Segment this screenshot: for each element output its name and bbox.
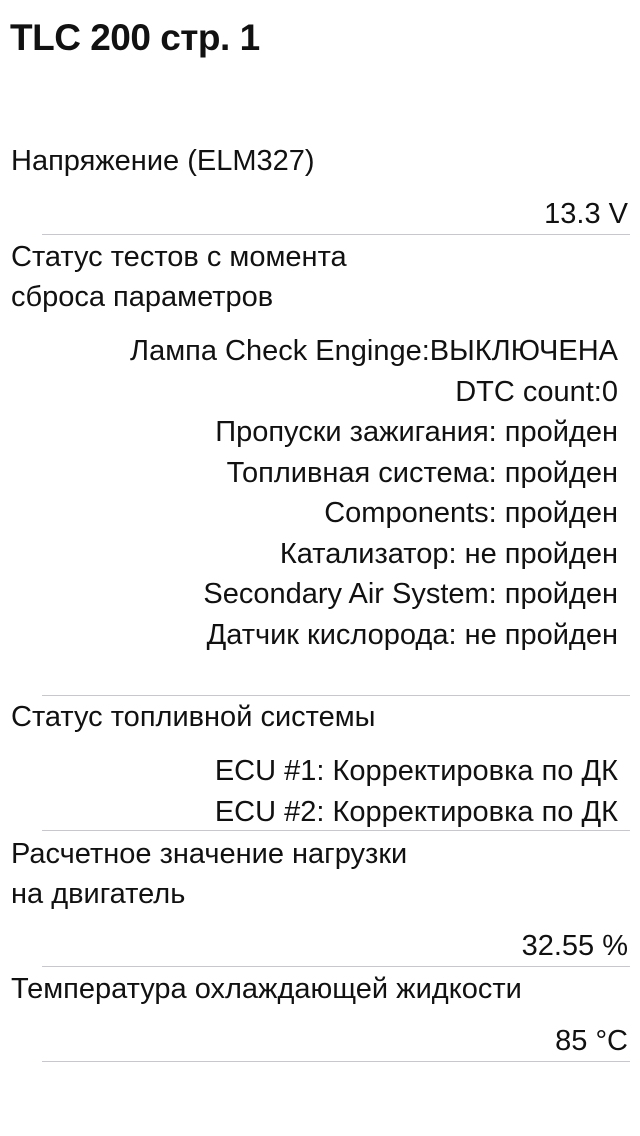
tests-status-label-line1: Статус тестов с момента xyxy=(11,241,347,273)
check-engine-status: Лампа Check Enginge:ВЫКЛЮЧЕНА xyxy=(130,335,618,367)
secondary-air-test: Secondary Air System: пройден xyxy=(203,578,618,610)
ecu2-fuel-status: ECU #2: Корректировка по ДК xyxy=(214,795,618,828)
fuel-system-test: Топливная система: пройден xyxy=(226,456,618,489)
page-title: TLC 200 стр. 1 xyxy=(10,17,260,58)
ecu1-fuel-status: ECU #1: Корректировка по ДК xyxy=(214,755,618,787)
components-test: Components: пройден xyxy=(324,497,618,529)
oxygen-sensor-test: Датчик кислорода: не пройден xyxy=(206,618,618,651)
tests-divider xyxy=(42,695,630,696)
coolant-temp-divider xyxy=(42,1061,630,1062)
engine-load-divider xyxy=(42,966,630,967)
fuel-system-values xyxy=(215,751,618,832)
fuel-system-divider xyxy=(42,830,630,831)
catalyst-test: Катализатор: не пройден xyxy=(279,537,618,570)
engine-load-value: 32.55 % xyxy=(521,930,628,962)
engine-load-label-line2: на двигатель xyxy=(11,878,186,910)
misfire-test: Пропуски зажигания: пройден xyxy=(215,416,618,448)
fuel-system-label: Статус топливной системы xyxy=(11,701,376,733)
tests-status-label-line2: сброса параметров xyxy=(11,281,274,313)
coolant-temp-value: 85 °C xyxy=(555,1025,628,1057)
engine-load-label-line1: Расчетное значение нагрузки xyxy=(11,838,408,870)
coolant-temp-label: Температура охлаждающей жидкости xyxy=(11,973,522,1005)
voltage-value: 13.3 V xyxy=(544,198,628,230)
voltage-divider xyxy=(42,234,630,235)
dtc-count: DTC count:0 xyxy=(455,375,618,408)
tests-status-values xyxy=(130,331,618,655)
voltage-label: Напряжение (ELM327) xyxy=(11,145,315,177)
